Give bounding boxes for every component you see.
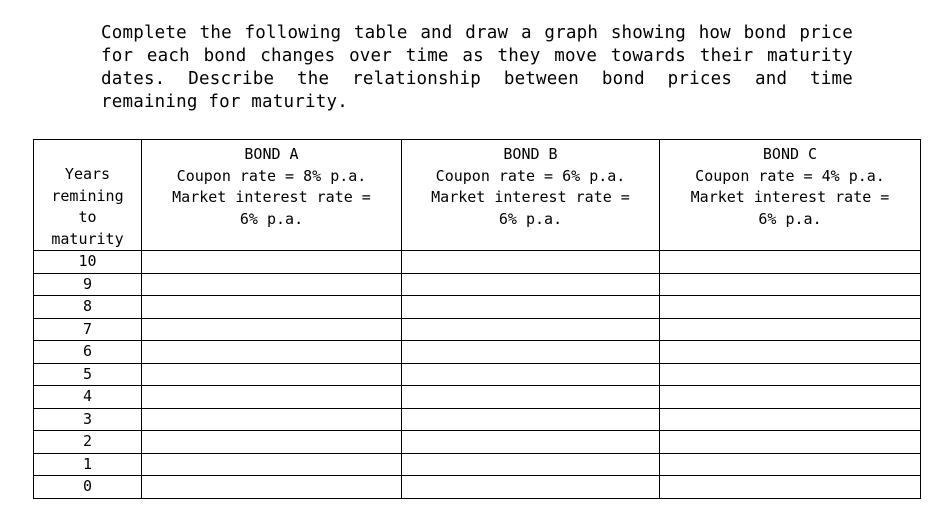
table-row (34, 341, 921, 364)
bond-c-market-label: Market interest rate = (690, 188, 890, 206)
bond-b-price-cell[interactable] (402, 453, 660, 476)
bond-b-price-cell[interactable] (402, 251, 660, 274)
bond-c-price-cell[interactable] (660, 296, 921, 319)
table-row (34, 318, 921, 341)
table-row (34, 476, 921, 499)
bond-b-price-cell[interactable] (402, 363, 660, 386)
bond-c-market-value: 6% p.a. (758, 209, 822, 228)
year-cell: 10 (34, 251, 142, 274)
question-line-1: Complete the following table and draw a graph showing how bond price (101, 23, 853, 43)
question-line-2: for each bond changes over time as they move towards their maturity (101, 46, 853, 66)
bond-c-price-cell[interactable] (660, 273, 921, 296)
table-row (34, 408, 921, 431)
bond-a-price-cell[interactable] (142, 341, 402, 364)
bond-a-price-cell[interactable] (142, 318, 402, 341)
year-cell: 3 (34, 408, 142, 431)
bond-a-price-cell[interactable] (142, 363, 402, 386)
bond-a-coupon: Coupon rate = 8% p.a. (176, 166, 367, 185)
bond-c-price-cell[interactable] (660, 363, 921, 386)
bond-c-price-cell[interactable] (660, 251, 921, 274)
bond-b-price-cell[interactable] (402, 476, 660, 499)
table-row (34, 296, 921, 319)
year-cell: 4 (34, 386, 142, 409)
bond-b-market-label: Market interest rate = (431, 188, 630, 206)
year-cell: 9 (34, 273, 142, 296)
bond-b-price-cell[interactable] (402, 386, 660, 409)
question-text (101, 22, 853, 114)
table-header-row (34, 140, 921, 251)
bond-a-price-cell[interactable] (142, 453, 402, 476)
bond-c-price-cell[interactable] (660, 341, 921, 364)
bond-a-market-value: 6% p.a. (239, 209, 304, 228)
bond-b-market-value: 6% p.a. (498, 209, 563, 228)
bond-a-price-cell[interactable] (142, 386, 402, 409)
bond-b-name: BOND B (503, 145, 558, 163)
bond-b-coupon: Coupon rate = 6% p.a. (435, 166, 626, 185)
bond-c-price-cell[interactable] (660, 453, 921, 476)
bond-b-price-cell[interactable] (402, 273, 660, 296)
bond-c-price-cell[interactable] (660, 386, 921, 409)
bond-a-market-label: Market interest rate = (172, 188, 371, 206)
year-cell: 8 (34, 296, 142, 319)
bond-a-header (142, 140, 402, 251)
bond-a-name: BOND A (244, 145, 299, 163)
years-remaining-header (34, 140, 142, 251)
bond-a-price-cell[interactable] (142, 408, 402, 431)
bond-a-price-cell[interactable] (142, 296, 402, 319)
bond-c-price-cell[interactable] (660, 476, 921, 499)
year-cell: 2 (34, 431, 142, 454)
bond-c-price-cell[interactable] (660, 431, 921, 454)
bond-a-price-cell[interactable] (142, 273, 402, 296)
bond-price-table (33, 139, 921, 499)
years-header-line: to (78, 208, 97, 226)
bond-c-price-cell[interactable] (660, 408, 921, 431)
bond-c-header (660, 140, 921, 251)
years-header-line: maturity (51, 229, 124, 248)
bond-b-price-cell[interactable] (402, 318, 660, 341)
table-row (34, 453, 921, 476)
year-cell: 0 (34, 476, 142, 499)
bond-b-price-cell[interactable] (402, 341, 660, 364)
bond-b-price-cell[interactable] (402, 296, 660, 319)
year-cell: 7 (34, 318, 142, 341)
bond-c-name: BOND C (762, 145, 818, 163)
year-cell: 6 (34, 341, 142, 364)
table-row (34, 431, 921, 454)
year-cell: 5 (34, 363, 142, 386)
question-line-4: remaining for maturity. (101, 92, 348, 112)
bond-a-price-cell[interactable] (142, 476, 402, 499)
table-row (34, 386, 921, 409)
question-line-3: dates. Describe the relationship between bond prices and time (101, 69, 853, 89)
table-row (34, 273, 921, 296)
bond-b-header (402, 140, 660, 251)
bond-a-price-cell[interactable] (142, 431, 402, 454)
years-header-line: remining (51, 186, 124, 205)
bond-c-price-cell[interactable] (660, 318, 921, 341)
bond-a-price-cell[interactable] (142, 251, 402, 274)
bond-b-price-cell[interactable] (402, 408, 660, 431)
bond-b-price-cell[interactable] (402, 431, 660, 454)
table-row (34, 251, 921, 274)
year-cell: 1 (34, 453, 142, 476)
bond-c-coupon: Coupon rate = 4% p.a. (695, 166, 885, 185)
years-header-line: Years (64, 165, 111, 183)
table-row (34, 363, 921, 386)
